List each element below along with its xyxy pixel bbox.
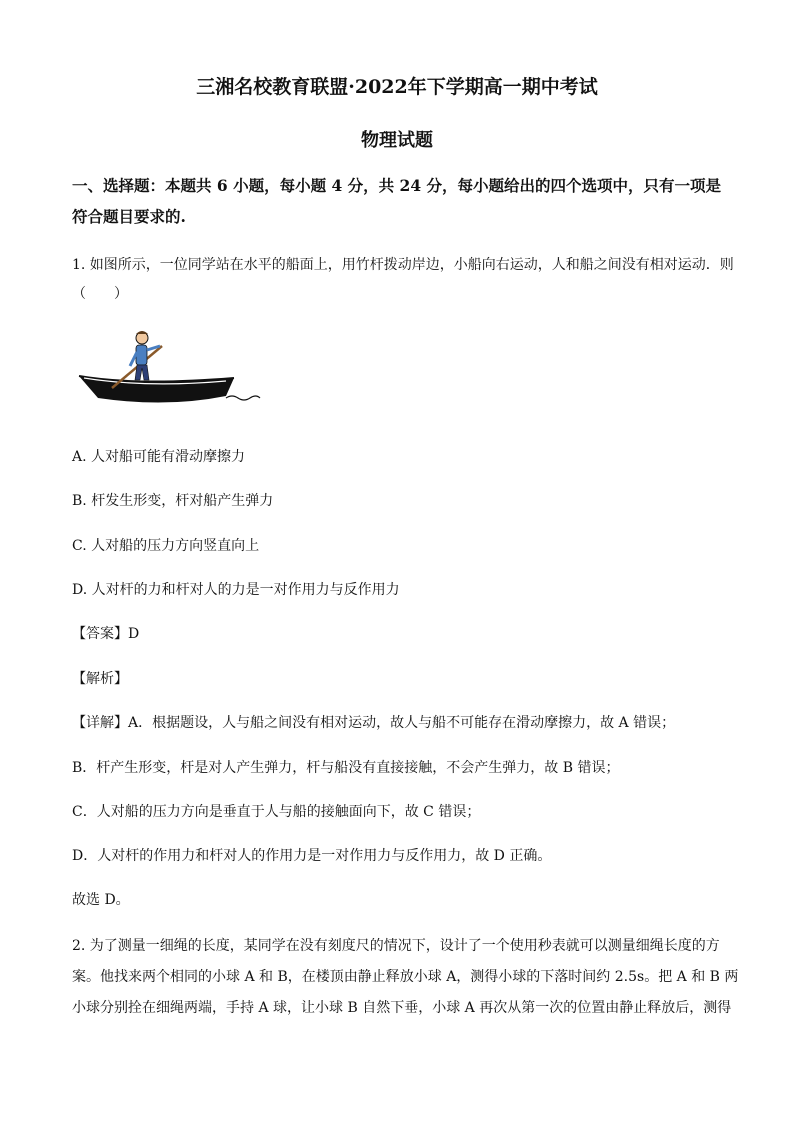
- boat-illustration: [76, 326, 261, 416]
- q1-stem-line1: 1. 如图所示，一位同学站在水平的船面上，用竹杆拨动岸边，小船向右运动，人和船之间没有相对运动．则: [72, 257, 734, 273]
- q2-line1: 2. 为了测量一细绳的长度，某同学在没有刻度尺的情况下，设计了一个使用秒表就可以测量细绳长度的方: [72, 938, 720, 954]
- q1-option-c: C. 人对船的压力方向竖直向上: [72, 538, 260, 554]
- q1-detail-a-line: [72, 714, 675, 732]
- q1-option-b: B. 杆发生形变，杆对船产生弹力: [72, 493, 274, 509]
- subject-title: 物理试题: [361, 130, 433, 151]
- section-heading-line2: 符合题目要求的.: [72, 207, 186, 226]
- analysis-tag: 【解析】: [72, 671, 128, 687]
- detail-tag: 【详解】: [72, 715, 128, 731]
- q1-option-a: A. 人对船可能有滑动摩擦力: [72, 449, 246, 465]
- detail-c: C．人对船的压力方向是垂直于人与船的接触面向下，故 C 错误；: [72, 804, 481, 820]
- q2-line3: 小球分别拴在细绳两端，手持 A 球，让小球 B 自然下垂，小球 A 再次从第一次的位置由静止释放后，测得: [72, 1000, 732, 1016]
- detail-a: A．根据题设，人与船之间没有相对运动，故人与船不可能存在滑动摩擦力，故 A 错误；: [128, 715, 676, 731]
- answer-value: D: [128, 626, 140, 642]
- q1-answer: [72, 625, 139, 643]
- detail-d: D．人对杆的作用力和杆对人的作用力是一对作用力与反作用力，故 D 正确。: [72, 848, 552, 864]
- detail-b: B．杆产生形变，杆是对人产生弹力，杆与船没有直接接触，不会产生弹力，故 B 错误；: [72, 760, 620, 776]
- exam-title: 三湘名校教育联盟·2022年下学期高一期中考试: [196, 76, 598, 98]
- section-heading-line1: 一、选择题：本题共 6 小题，每小题 4 分，共 24 分，每小题给出的四个选项中，只有一项是: [72, 176, 722, 195]
- q1-option-d: D. 人对杆的力和杆对人的力是一对作用力与反作用力: [72, 582, 400, 598]
- q1-conclusion: 故选 D。: [72, 892, 130, 908]
- q2-line2: 案。他找来两个相同的小球 A 和 B，在楼顶由静止释放小球 A，测得小球的下落时间约 2.5s。把 A 和 B 两: [72, 969, 739, 985]
- q1-stem-line2: （ ）: [72, 286, 128, 302]
- answer-tag: 【答案】: [72, 626, 128, 642]
